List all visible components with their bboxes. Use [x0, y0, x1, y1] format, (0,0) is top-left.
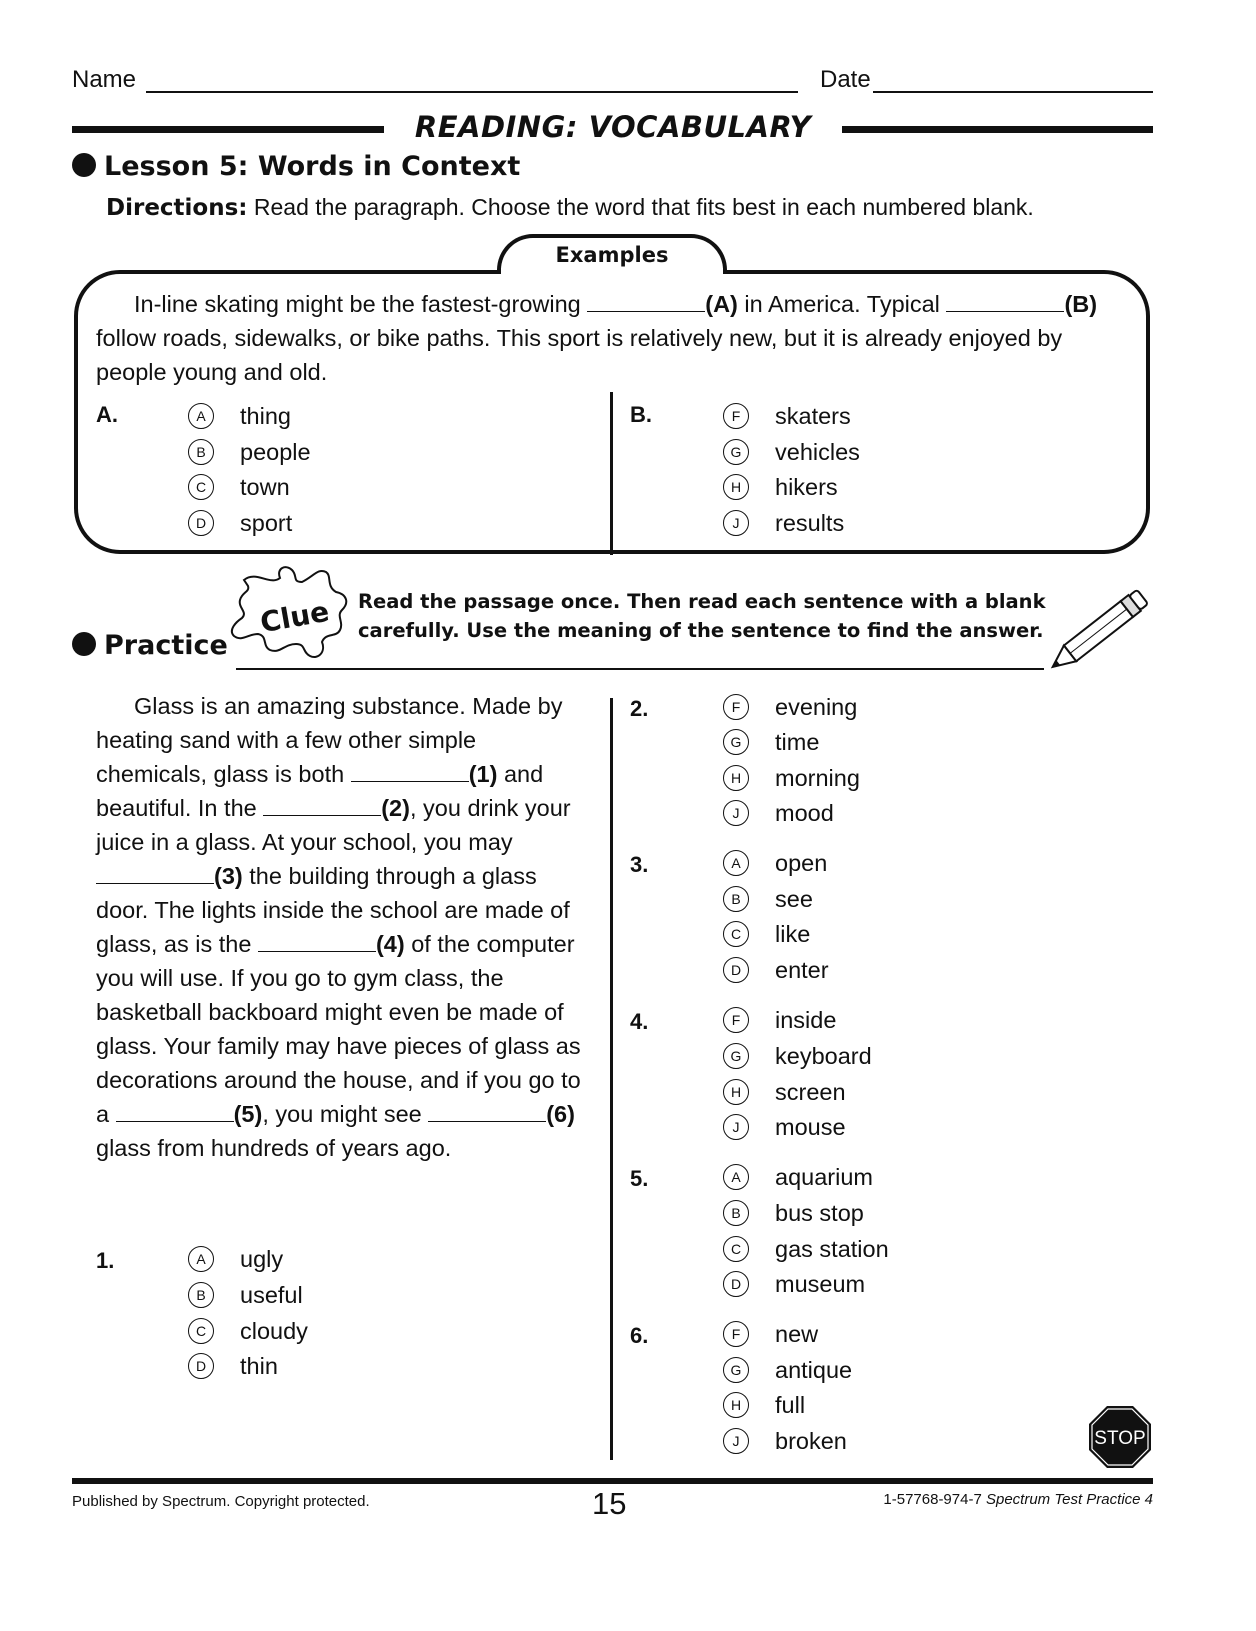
option-text: evening — [775, 693, 858, 720]
answer-option[interactable] — [723, 796, 834, 830]
blank-a — [587, 289, 705, 312]
lesson-title: Lesson 5: Words in Context — [104, 151, 521, 182]
name-field-line[interactable] — [146, 91, 798, 93]
option-text: mood — [775, 799, 834, 826]
examples-line-2: follow roads, sidewalks, or bike paths. This sport is relatively new, but it is already enjoyed by — [96, 325, 1063, 351]
option-text: full — [775, 1391, 806, 1418]
practice-heading — [72, 630, 228, 661]
date-label: Date — [820, 66, 871, 93]
practice-passage — [96, 689, 601, 1165]
bullet-icon — [72, 153, 96, 177]
passage-line — [96, 757, 601, 791]
examples-line-3: people young and old. — [96, 359, 328, 385]
option-text: gas station — [775, 1235, 889, 1262]
answer-bubble[interactable]: C — [723, 921, 749, 947]
option-text: thing — [240, 402, 291, 429]
answer-option[interactable] — [723, 1317, 819, 1351]
answer-option[interactable] — [188, 1278, 303, 1312]
answer-option[interactable] — [723, 399, 851, 433]
section-title: READING: VOCABULARY — [414, 110, 812, 144]
blank-6 — [428, 1099, 546, 1122]
passage-line — [96, 791, 601, 825]
passage-line: door. The lights inside the school are made of — [96, 897, 570, 923]
stop-sign-icon — [1088, 1405, 1152, 1469]
option-text: inside — [775, 1006, 837, 1033]
option-text: ugly — [240, 1245, 284, 1272]
answer-option[interactable] — [723, 846, 828, 880]
blank-marker-5: (5) — [233, 1101, 263, 1127]
answer-option[interactable] — [723, 1353, 853, 1387]
passage-text: , you drink your — [409, 795, 571, 821]
passage-line — [96, 927, 601, 961]
blank-marker-a: (A) — [705, 291, 738, 317]
answer-bubble[interactable]: F — [723, 1007, 749, 1033]
answer-bubble[interactable]: B — [723, 886, 749, 912]
blank-marker-1: (1) — [468, 761, 498, 787]
answer-bubble[interactable]: H — [723, 1079, 749, 1105]
answer-bubble[interactable]: J — [723, 1428, 749, 1454]
directions — [106, 194, 1034, 221]
option-text: skaters — [775, 402, 851, 429]
answer-option[interactable] — [723, 435, 860, 469]
option-text: sport — [240, 509, 293, 536]
question-number: 2. — [630, 696, 649, 721]
answer-bubble[interactable]: C — [723, 1236, 749, 1262]
examples-text: in America. Typical — [737, 291, 947, 317]
question-number: 4. — [630, 1009, 649, 1034]
answer-option[interactable] — [723, 1267, 866, 1301]
option-text: enter — [775, 956, 829, 983]
passage-line: heating sand with a few other simple — [96, 727, 477, 753]
answer-bubble[interactable]: C — [188, 474, 214, 500]
answer-bubble[interactable]: D — [723, 957, 749, 983]
passage-line: glass. Your family may have pieces of glass as — [96, 1033, 581, 1059]
answer-bubble[interactable]: J — [723, 510, 749, 536]
option-text: morning — [775, 764, 860, 791]
clue-word: Clue — [257, 594, 332, 640]
answer-option[interactable] — [188, 470, 290, 504]
passage-line — [96, 859, 601, 893]
blank-b — [946, 289, 1064, 312]
passage-line: you will use. If you go to gym class, the — [96, 965, 504, 991]
option-text: bus stop — [775, 1199, 864, 1226]
answer-option[interactable] — [723, 953, 829, 987]
option-text: antique — [775, 1356, 853, 1383]
examples-paragraph — [96, 287, 1136, 389]
option-text: cloudy — [240, 1317, 308, 1344]
answer-bubble[interactable]: B — [188, 1282, 214, 1308]
option-text: people — [240, 438, 311, 465]
passage-text: the building through a glass — [242, 863, 537, 889]
option-text: new — [775, 1320, 819, 1347]
answer-bubble[interactable]: A — [723, 850, 749, 876]
passage-line: glass from hundreds of years ago. — [96, 1135, 452, 1161]
question-number: 1. — [96, 1248, 115, 1273]
passage-text: , you might see — [262, 1101, 429, 1127]
answer-bubble[interactable]: G — [723, 1043, 749, 1069]
answer-option[interactable] — [188, 399, 291, 433]
option-text: like — [775, 920, 811, 947]
option-text: vehicles — [775, 438, 860, 465]
answer-option[interactable] — [723, 1003, 837, 1037]
answer-option[interactable] — [188, 435, 311, 469]
examples-text: In-line skating might be the fastest-growing — [134, 291, 588, 317]
passage-line: basketball backboard might even be made of — [96, 999, 564, 1025]
answer-option[interactable] — [723, 1110, 846, 1144]
answer-bubble[interactable]: D — [188, 1353, 214, 1379]
pencil-icon — [1040, 588, 1160, 672]
footer-rule — [72, 1478, 1153, 1484]
examples-tab: Examples — [497, 234, 727, 274]
answer-bubble[interactable]: J — [723, 800, 749, 826]
passage-line — [96, 1097, 601, 1131]
option-text: keyboard — [775, 1042, 872, 1069]
examples-tab-joint — [501, 268, 723, 276]
answer-option[interactable] — [723, 1196, 864, 1230]
passage-text: beautiful. In the — [96, 795, 264, 821]
clue-instructions — [358, 587, 1046, 645]
publisher-note: Published by Spectrum. Copyright protected. — [72, 1493, 370, 1510]
passage-text: of the computer — [404, 931, 575, 957]
clue-line: Read the passage once. Then read each sentence with a blank — [358, 590, 1046, 613]
question-number: 6. — [630, 1323, 649, 1348]
passage-text: and — [497, 761, 544, 787]
puzzle-piece-icon — [226, 562, 356, 668]
passage-line: decorations around the house, and if you go to — [96, 1067, 581, 1093]
answer-option[interactable] — [723, 470, 838, 504]
option-text: open — [775, 849, 828, 876]
answer-bubble[interactable]: F — [723, 1321, 749, 1347]
blank-1 — [351, 759, 469, 782]
answer-option[interactable] — [723, 1424, 847, 1458]
option-text: town — [240, 473, 290, 500]
page-number: 15 — [592, 1486, 627, 1521]
examples-column-divider — [610, 392, 613, 555]
stop-label: STOP — [1094, 1428, 1146, 1449]
answer-option[interactable] — [723, 506, 845, 540]
directions-text: Read the paragraph. Choose the word that fits best in each numbered blank. — [253, 194, 1034, 220]
answer-bubble[interactable]: A — [188, 1246, 214, 1272]
answer-bubble[interactable]: B — [723, 1200, 749, 1226]
option-text: time — [775, 728, 820, 755]
passage-text: a — [96, 1101, 116, 1127]
answer-option[interactable] — [188, 506, 293, 540]
option-text: broken — [775, 1427, 847, 1454]
lesson-heading — [72, 151, 520, 182]
question-number: 3. — [630, 852, 649, 877]
answer-option[interactable] — [723, 1232, 889, 1266]
answer-option[interactable] — [723, 761, 860, 795]
practice-rule — [236, 668, 1044, 670]
answer-option[interactable] — [723, 882, 813, 916]
examples-line-1 — [96, 287, 1136, 321]
answer-bubble[interactable]: H — [723, 474, 749, 500]
answer-option[interactable] — [188, 1242, 284, 1276]
answer-bubble[interactable]: F — [723, 403, 749, 429]
option-text: results — [775, 509, 845, 536]
passage-text: chemicals, glass is both — [96, 761, 351, 787]
option-text: museum — [775, 1270, 866, 1297]
title-rule-left — [72, 126, 384, 133]
blank-marker-4: (4) — [375, 931, 405, 957]
blank-2 — [263, 793, 381, 816]
blank-4 — [258, 929, 376, 952]
book-info — [883, 1491, 1153, 1508]
answer-option[interactable] — [723, 1160, 873, 1194]
answer-option[interactable] — [723, 690, 858, 724]
answer-bubble[interactable]: D — [723, 1271, 749, 1297]
blank-3 — [96, 861, 214, 884]
book-title: Spectrum Test Practice 4 — [985, 1491, 1153, 1508]
practice-title: Practice — [104, 630, 228, 661]
answer-bubble[interactable]: D — [188, 510, 214, 536]
isbn: 1-57768-974-7 — [883, 1491, 982, 1508]
option-text: aquarium — [775, 1163, 873, 1190]
title-rule-right — [842, 126, 1153, 133]
option-text: useful — [240, 1281, 303, 1308]
answer-option[interactable] — [723, 917, 811, 951]
passage-line: juice in a glass. At your school, you may — [96, 829, 513, 855]
blank-marker-6: (6) — [546, 1101, 575, 1127]
answer-bubble[interactable]: A — [723, 1164, 749, 1190]
name-label: Name — [72, 66, 137, 93]
option-text: thin — [240, 1352, 278, 1379]
question-number: 5. — [630, 1166, 649, 1191]
question-number: B. — [630, 402, 652, 427]
directions-label: Directions: — [106, 195, 248, 221]
option-text: see — [775, 885, 813, 912]
answer-bubble[interactable]: B — [188, 439, 214, 465]
blank-marker-b: (B) — [1064, 291, 1098, 317]
practice-column-divider — [610, 698, 613, 1460]
blank-marker-2: (2) — [381, 795, 410, 821]
answer-bubble[interactable]: G — [723, 439, 749, 465]
question-number: A. — [96, 402, 118, 427]
answer-option[interactable] — [723, 1075, 846, 1109]
answer-bubble[interactable]: A — [188, 403, 214, 429]
answer-option[interactable] — [723, 725, 820, 759]
clue-line: carefully. Use the meaning of the sentence to find the answer. — [358, 619, 1044, 642]
answer-option[interactable] — [188, 1314, 308, 1348]
answer-bubble[interactable]: G — [723, 729, 749, 755]
answer-bubble[interactable]: C — [188, 1318, 214, 1344]
answer-bubble[interactable]: H — [723, 1392, 749, 1418]
passage-text: glass, as is the — [96, 931, 258, 957]
option-text: mouse — [775, 1113, 846, 1140]
answer-bubble[interactable]: G — [723, 1357, 749, 1383]
blank-5 — [116, 1099, 234, 1122]
bullet-icon — [72, 632, 96, 656]
answer-option[interactable] — [723, 1039, 872, 1073]
answer-bubble[interactable]: F — [723, 694, 749, 720]
answer-option[interactable] — [188, 1349, 278, 1383]
blank-marker-3: (3) — [214, 863, 243, 889]
answer-bubble[interactable]: J — [723, 1114, 749, 1140]
answer-option[interactable] — [723, 1388, 806, 1422]
option-text: screen — [775, 1078, 846, 1105]
option-text: hikers — [775, 473, 838, 500]
passage-line: Glass is an amazing substance. Made by — [134, 693, 563, 719]
date-field-line[interactable] — [873, 91, 1153, 93]
answer-bubble[interactable]: H — [723, 765, 749, 791]
